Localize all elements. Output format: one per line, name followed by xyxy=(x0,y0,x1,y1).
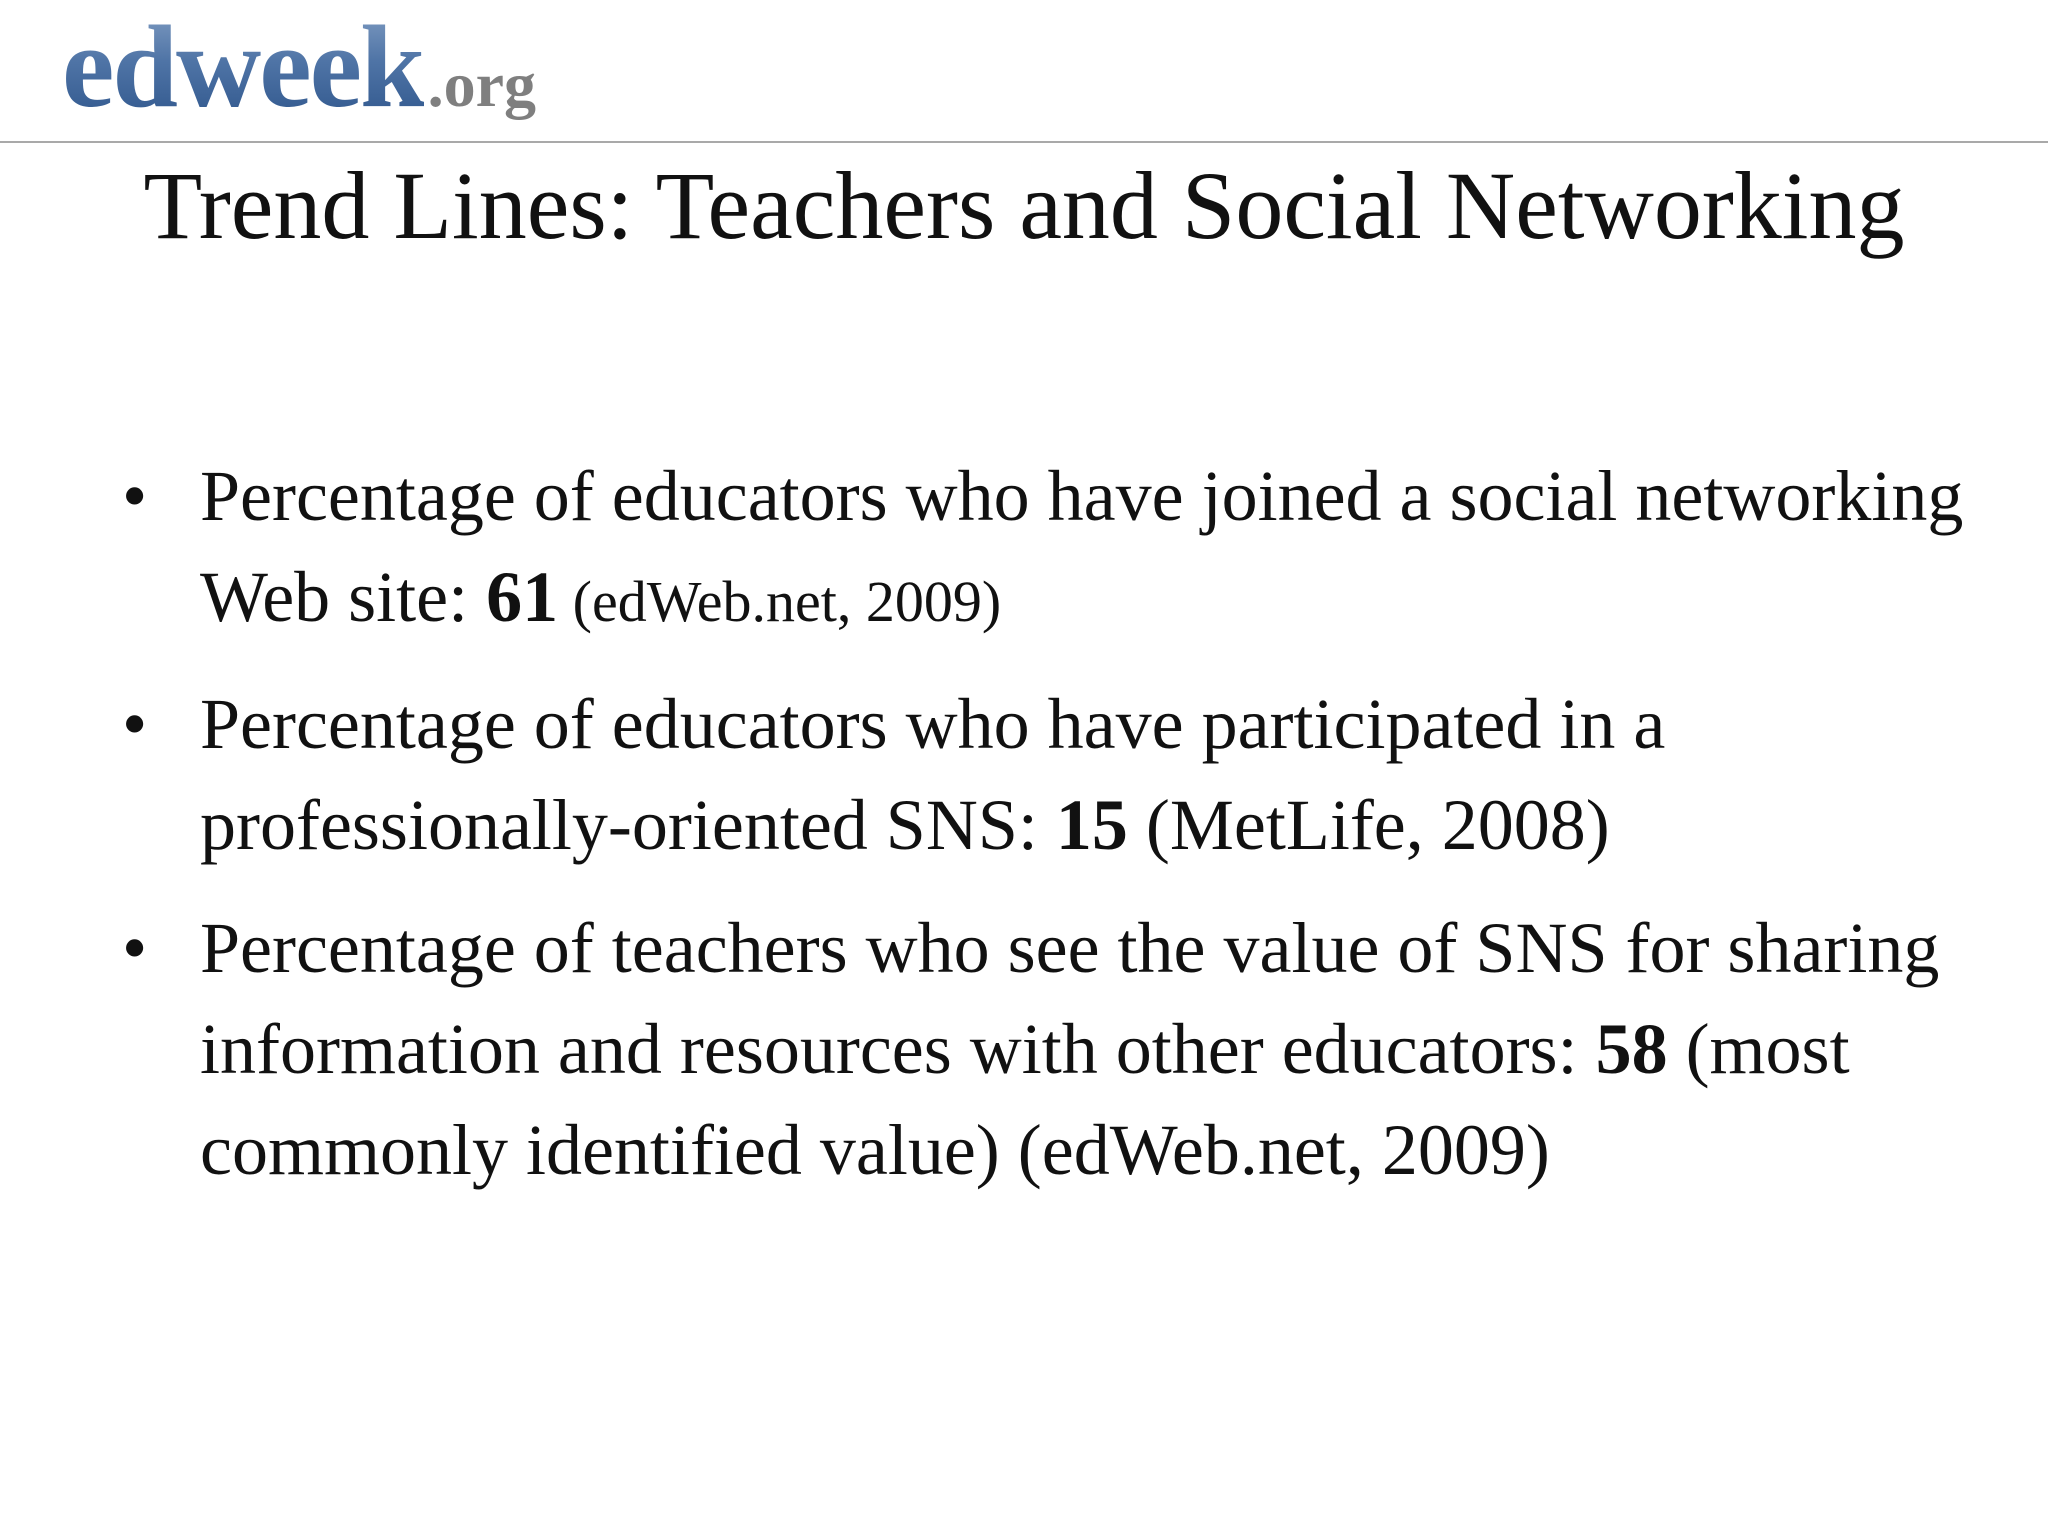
bullet-stat: 15 xyxy=(1055,785,1128,865)
logo-main-text: edweek xyxy=(62,1,424,132)
slide-title: Trend Lines: Teachers and Social Networking xyxy=(143,152,1905,259)
logo-suffix-text: .org xyxy=(427,49,536,120)
bullet-item-educators-joined-sns xyxy=(0,446,2048,652)
bullet-source: (edWeb.net, 2009) xyxy=(558,569,1002,634)
edweek-logo xyxy=(62,1,536,133)
bullet-dot-icon: • xyxy=(122,684,148,764)
bullet-dot-icon: • xyxy=(122,908,148,988)
bullet-list xyxy=(0,446,2048,1223)
bullet-stat: 61 xyxy=(486,557,559,637)
bullet-item-professional-sns xyxy=(0,674,2048,876)
bullet-source: (most commonly identified value) (edWeb.net, 2009) xyxy=(200,1009,1850,1190)
bullet-item-value-of-sns xyxy=(0,898,2048,1201)
bullet-text: Percentage of educators who have joined a social networking Web site: xyxy=(200,456,1964,637)
bullet-text: Percentage of teachers who see the value of SNS for sharing information and resources with other educators: xyxy=(200,908,1940,1089)
bullet-text: Percentage of educators who have participated in a professionally-oriented SNS: xyxy=(200,684,1666,865)
bullet-stat: 58 xyxy=(1595,1009,1668,1089)
bullet-source: (MetLife, 2008) xyxy=(1127,785,1610,865)
bullet-dot-icon: • xyxy=(122,456,148,536)
